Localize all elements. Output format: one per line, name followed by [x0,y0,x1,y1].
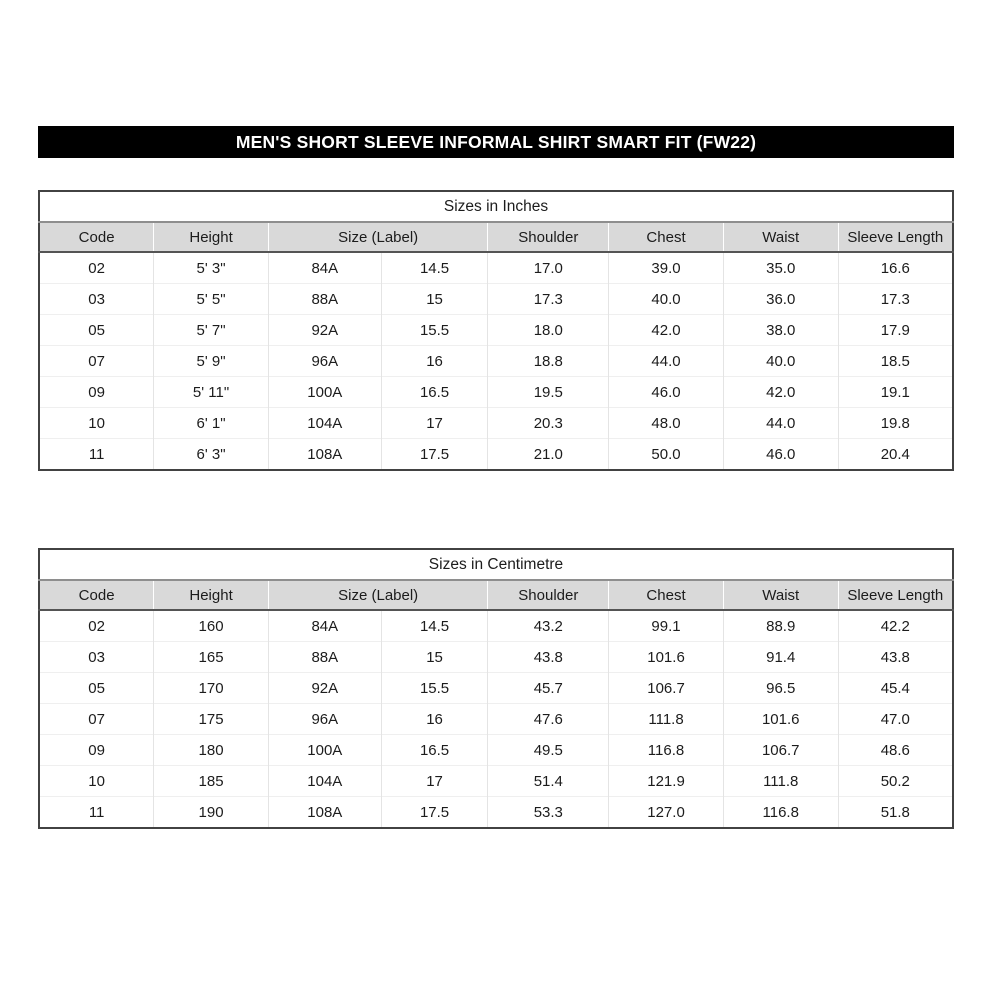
table-cell: 44.0 [609,346,724,377]
table-cell: 106.7 [609,673,724,704]
table-title-inches: Sizes in Inches [39,191,953,222]
table-row [39,704,953,735]
table-cell: 106.7 [723,735,838,766]
table-cell: 165 [154,642,269,673]
table-cell: 17.5 [381,439,488,471]
table-cell: 18.8 [488,346,609,377]
col-header-sleeve-length: Sleeve Length [838,222,953,252]
table-cell: 51.8 [838,797,953,829]
table-cell: 17 [381,766,488,797]
table-cell: 16.6 [838,252,953,284]
table-cell: 07 [39,346,154,377]
table-cell: 20.4 [838,439,953,471]
col-header-shoulder: Shoulder [488,222,609,252]
table-cell: 48.6 [838,735,953,766]
table-body-inches [39,252,953,470]
table-cell: 6' 1" [154,408,269,439]
col-header-chest: Chest [609,580,724,610]
table-cell: 47.6 [488,704,609,735]
table-cell: 50.2 [838,766,953,797]
table-row [39,284,953,315]
table-cell: 96.5 [723,673,838,704]
col-header-chest: Chest [609,222,724,252]
table-cell: 03 [39,642,154,673]
table-row [39,610,953,642]
table-cell: 16.5 [381,377,488,408]
table-cell: 17.0 [488,252,609,284]
col-header-shoulder: Shoulder [488,580,609,610]
table-cell: 05 [39,315,154,346]
table-row [39,766,953,797]
title-banner [38,126,954,158]
table-row [39,735,953,766]
sizes-in-centimetre-table [38,548,954,829]
table-cell: 39.0 [609,252,724,284]
table-cell: 17.3 [838,284,953,315]
table-row [39,408,953,439]
table-cell: 99.1 [609,610,724,642]
table-cell: 51.4 [488,766,609,797]
table-cell: 42.2 [838,610,953,642]
table-cell: 104A [268,766,381,797]
table-cell: 5' 9" [154,346,269,377]
table-cell: 16.5 [381,735,488,766]
table-cell: 42.0 [609,315,724,346]
table-cell: 45.7 [488,673,609,704]
table-cell: 42.0 [723,377,838,408]
table-cell: 91.4 [723,642,838,673]
table-cell: 175 [154,704,269,735]
table-cell: 108A [268,439,381,471]
table-cell: 07 [39,704,154,735]
table-cell: 111.8 [723,766,838,797]
table-cell: 88A [268,642,381,673]
table-cell: 116.8 [609,735,724,766]
table-cell: 6' 3" [154,439,269,471]
table-cell: 100A [268,735,381,766]
table-cell: 160 [154,610,269,642]
table-cell: 15.5 [381,673,488,704]
table-cell: 02 [39,610,154,642]
table-cell: 19.1 [838,377,953,408]
table-cell: 02 [39,252,154,284]
table-cell: 15 [381,284,488,315]
table-cell: 09 [39,735,154,766]
table-cell: 185 [154,766,269,797]
col-header-waist: Waist [723,222,838,252]
col-header-size-label: Size (Label) [268,580,488,610]
table-cell: 104A [268,408,381,439]
table-cell: 11 [39,439,154,471]
col-header-code: Code [39,222,154,252]
table-row [39,642,953,673]
table-header-row [39,222,953,252]
table-cell: 15.5 [381,315,488,346]
table-cell: 84A [268,252,381,284]
table-title-centimetre: Sizes in Centimetre [39,549,953,580]
table-cell: 14.5 [381,252,488,284]
table-cell: 92A [268,315,381,346]
table-cell: 40.0 [609,284,724,315]
page-title: MEN'S SHORT SLEEVE INFORMAL SHIRT SMART FIT (FW22) [235,131,757,152]
col-header-code: Code [39,580,154,610]
table-cell: 190 [154,797,269,829]
table-cell: 53.3 [488,797,609,829]
table-cell: 10 [39,766,154,797]
table-cell: 50.0 [609,439,724,471]
table-cell: 17.5 [381,797,488,829]
col-header-sleeve-length: Sleeve Length [838,580,953,610]
table-cell: 121.9 [609,766,724,797]
col-header-size-label: Size (Label) [268,222,488,252]
table-row [39,673,953,704]
table-cell: 14.5 [381,610,488,642]
table-title-row [39,549,953,580]
table-cell: 5' 5" [154,284,269,315]
table-cell: 43.8 [838,642,953,673]
table-cell: 108A [268,797,381,829]
table-cell: 11 [39,797,154,829]
table-cell: 5' 3" [154,252,269,284]
table-body-centimetre [39,610,953,828]
table-cell: 17.9 [838,315,953,346]
table-cell: 17.3 [488,284,609,315]
table-cell: 96A [268,704,381,735]
table-cell: 17 [381,408,488,439]
col-header-height: Height [154,580,269,610]
table-cell: 20.3 [488,408,609,439]
table-cell: 45.4 [838,673,953,704]
table-cell: 116.8 [723,797,838,829]
table-cell: 09 [39,377,154,408]
table-cell: 96A [268,346,381,377]
table-cell: 05 [39,673,154,704]
table-cell: 44.0 [723,408,838,439]
table-cell: 46.0 [609,377,724,408]
table-cell: 170 [154,673,269,704]
table-cell: 49.5 [488,735,609,766]
table-cell: 21.0 [488,439,609,471]
table-cell: 111.8 [609,704,724,735]
table-cell: 19.8 [838,408,953,439]
table-cell: 5' 7" [154,315,269,346]
table-cell: 84A [268,610,381,642]
table-cell: 18.5 [838,346,953,377]
table-row [39,315,953,346]
table-cell: 43.2 [488,610,609,642]
table-row [39,346,953,377]
table-cell: 88.9 [723,610,838,642]
table-cell: 35.0 [723,252,838,284]
table-cell: 48.0 [609,408,724,439]
table-cell: 5' 11" [154,377,269,408]
table-cell: 15 [381,642,488,673]
table-cell: 10 [39,408,154,439]
table-row [39,377,953,408]
sizes-in-inches-table [38,190,954,471]
table-cell: 03 [39,284,154,315]
table-cell: 38.0 [723,315,838,346]
table-cell: 101.6 [723,704,838,735]
col-header-waist: Waist [723,580,838,610]
table-row [39,797,953,829]
table-cell: 127.0 [609,797,724,829]
table-cell: 180 [154,735,269,766]
table-cell: 43.8 [488,642,609,673]
table-cell: 46.0 [723,439,838,471]
table-cell: 19.5 [488,377,609,408]
table-cell: 40.0 [723,346,838,377]
table-cell: 100A [268,377,381,408]
col-header-height: Height [154,222,269,252]
table-row [39,439,953,471]
table-cell: 92A [268,673,381,704]
table-cell: 18.0 [488,315,609,346]
table-row [39,252,953,284]
table-title-row [39,191,953,222]
table-cell: 16 [381,704,488,735]
table-cell: 88A [268,284,381,315]
table-cell: 36.0 [723,284,838,315]
table-header-row [39,580,953,610]
table-cell: 16 [381,346,488,377]
table-cell: 101.6 [609,642,724,673]
table-cell: 47.0 [838,704,953,735]
